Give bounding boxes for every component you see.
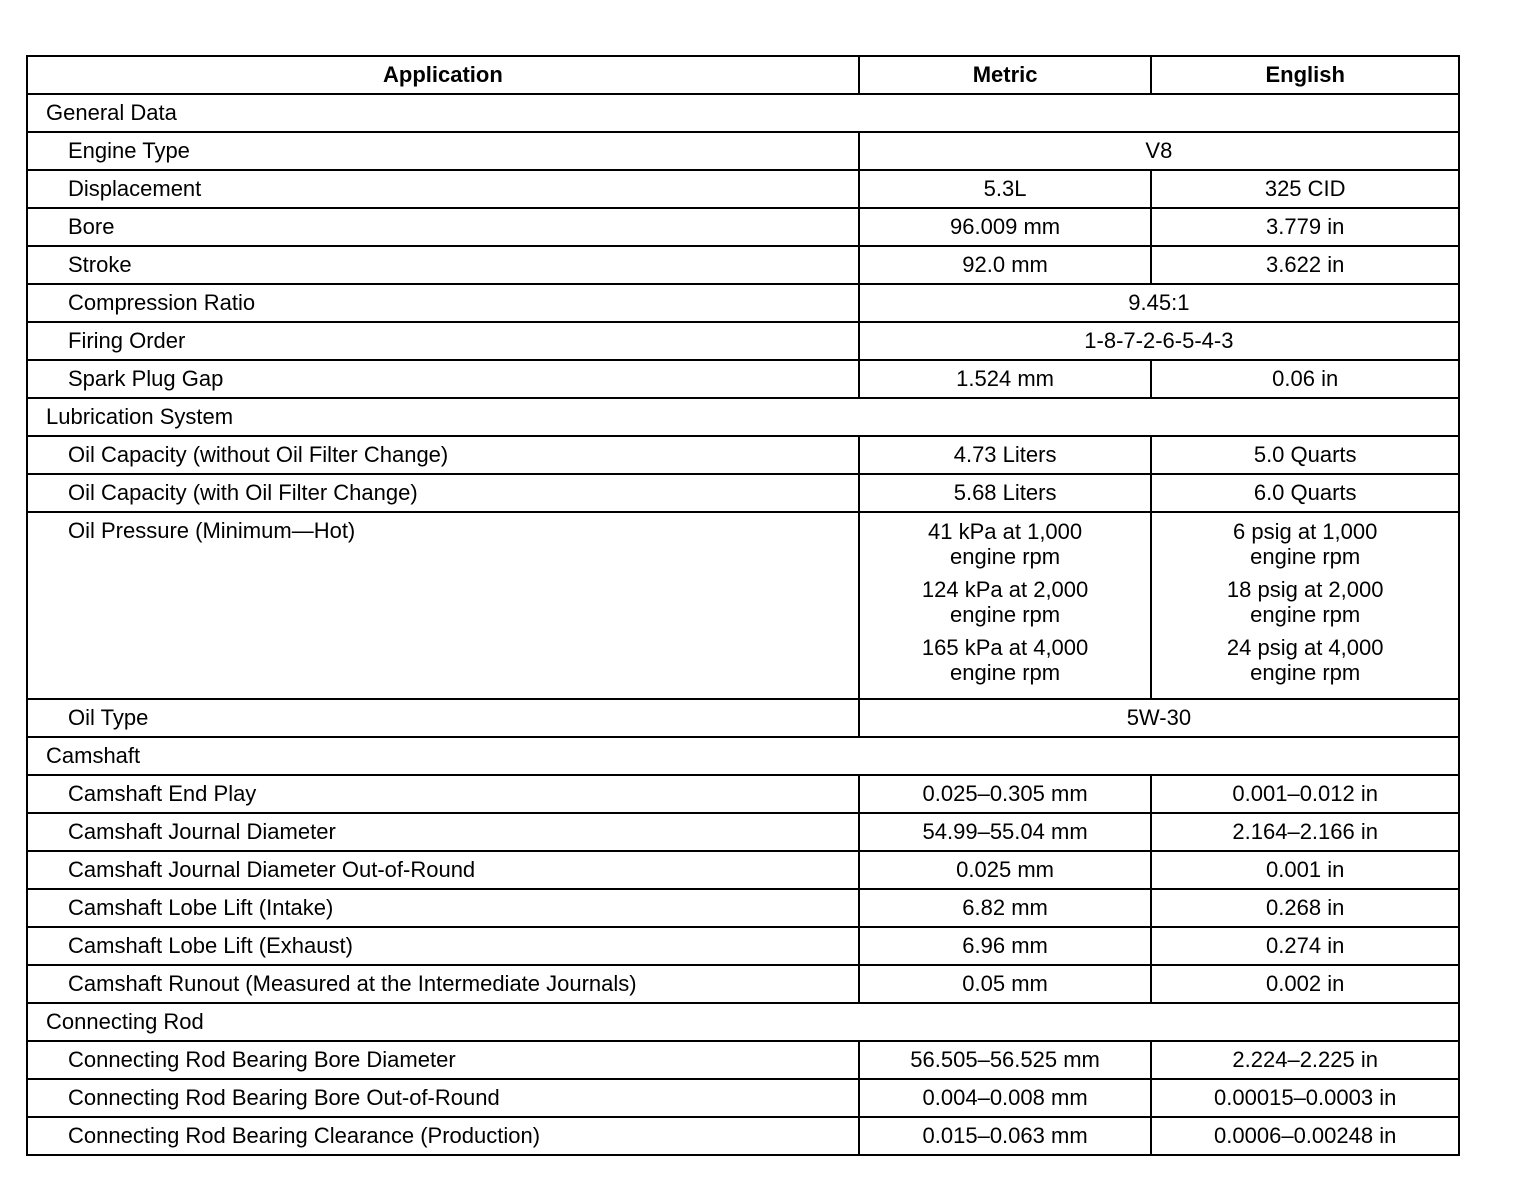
- application-cell: Camshaft Journal Diameter Out-of-Round: [27, 851, 859, 889]
- table-row: [27, 699, 1459, 737]
- metric-cell: 92.0 mm: [859, 246, 1152, 284]
- english-cell: 3.622 in: [1151, 246, 1459, 284]
- table-row: [27, 775, 1459, 813]
- application-cell: Bore: [27, 208, 859, 246]
- metric-cell: [859, 512, 1152, 699]
- table-row: [27, 927, 1459, 965]
- application-cell: Oil Type: [27, 699, 859, 737]
- value-line: engine rpm: [950, 602, 1061, 627]
- application-cell: Connecting Rod Bearing Bore Diameter: [27, 1041, 859, 1079]
- application-cell: Spark Plug Gap: [27, 360, 859, 398]
- table-row: [27, 965, 1459, 1003]
- section-label: Camshaft: [27, 737, 1459, 775]
- english-value: [1152, 577, 1458, 627]
- metric-cell: 54.99–55.04 mm: [859, 813, 1152, 851]
- metric-cell: 56.505–56.525 mm: [859, 1041, 1152, 1079]
- english-cell: 0.274 in: [1151, 927, 1459, 965]
- metric-cell: 5.68 Liters: [859, 474, 1152, 512]
- metric-cell: 0.025 mm: [859, 851, 1152, 889]
- section-row: [27, 737, 1459, 775]
- value-line: 6 psig at 1,000: [1233, 519, 1378, 544]
- metric-cell: 4.73 Liters: [859, 436, 1152, 474]
- metric-cell: 0.05 mm: [859, 965, 1152, 1003]
- metric-cell: 6.96 mm: [859, 927, 1152, 965]
- application-cell: Camshaft Runout (Measured at the Intermediate Journals): [27, 965, 859, 1003]
- application-cell: Camshaft Journal Diameter: [27, 813, 859, 851]
- merged-value-cell: 5W-30: [859, 699, 1459, 737]
- metric-cell: 0.015–0.063 mm: [859, 1117, 1152, 1155]
- metric-value: [860, 519, 1151, 569]
- table-row: [27, 208, 1459, 246]
- english-cell: 0.001–0.012 in: [1151, 775, 1459, 813]
- table-row: [27, 512, 1459, 699]
- section-row: [27, 94, 1459, 132]
- application-cell: Connecting Rod Bearing Clearance (Production): [27, 1117, 859, 1155]
- metric-cell: 0.025–0.305 mm: [859, 775, 1152, 813]
- table-row: [27, 436, 1459, 474]
- header-application: Application: [27, 56, 859, 94]
- english-cell: 0.0006–0.00248 in: [1151, 1117, 1459, 1155]
- english-cell: 5.0 Quarts: [1151, 436, 1459, 474]
- metric-cell: 5.3L: [859, 170, 1152, 208]
- section-label: Connecting Rod: [27, 1003, 1459, 1041]
- value-line: 18 psig at 2,000: [1226, 577, 1384, 602]
- english-cell: 0.06 in: [1151, 360, 1459, 398]
- merged-value-cell: V8: [859, 132, 1459, 170]
- value-line: engine rpm: [1250, 660, 1361, 685]
- section-label: General Data: [27, 94, 1459, 132]
- english-value: [1152, 519, 1458, 569]
- table-row: [27, 1117, 1459, 1155]
- table-row: [27, 1079, 1459, 1117]
- application-cell: Oil Capacity (without Oil Filter Change): [27, 436, 859, 474]
- english-cell: 6.0 Quarts: [1151, 474, 1459, 512]
- table-row: [27, 360, 1459, 398]
- english-cell: 2.224–2.225 in: [1151, 1041, 1459, 1079]
- english-cell: 0.002 in: [1151, 965, 1459, 1003]
- table-row: [27, 851, 1459, 889]
- section-label: Lubrication System: [27, 398, 1459, 436]
- application-cell: Camshaft Lobe Lift (Intake): [27, 889, 859, 927]
- english-cell: 0.00015–0.0003 in: [1151, 1079, 1459, 1117]
- table-row: [27, 1041, 1459, 1079]
- table-row: [27, 132, 1459, 170]
- english-cell: 325 CID: [1151, 170, 1459, 208]
- application-cell: Oil Pressure (Minimum—Hot): [27, 512, 859, 699]
- metric-cell: 96.009 mm: [859, 208, 1152, 246]
- value-line: engine rpm: [1250, 602, 1361, 627]
- metric-cell: 6.82 mm: [859, 889, 1152, 927]
- value-line: 165 kPa at 4,000: [921, 635, 1089, 660]
- header-metric: Metric: [859, 56, 1152, 94]
- section-row: [27, 1003, 1459, 1041]
- application-cell: Stroke: [27, 246, 859, 284]
- application-cell: Compression Ratio: [27, 284, 859, 322]
- table-row: [27, 889, 1459, 927]
- table-row: [27, 284, 1459, 322]
- value-line: engine rpm: [950, 544, 1061, 569]
- value-line: 124 kPa at 2,000: [921, 577, 1089, 602]
- application-cell: Camshaft Lobe Lift (Exhaust): [27, 927, 859, 965]
- english-value: [1152, 635, 1458, 685]
- application-cell: Camshaft End Play: [27, 775, 859, 813]
- value-line: engine rpm: [950, 660, 1061, 685]
- application-cell: Firing Order: [27, 322, 859, 360]
- english-cell: 2.164–2.166 in: [1151, 813, 1459, 851]
- section-row: [27, 398, 1459, 436]
- english-cell: [1151, 512, 1459, 699]
- value-line: 41 kPa at 1,000: [928, 519, 1083, 544]
- metric-cell: 1.524 mm: [859, 360, 1152, 398]
- english-cell: 0.001 in: [1151, 851, 1459, 889]
- application-cell: Displacement: [27, 170, 859, 208]
- merged-value-cell: 1-8-7-2-6-5-4-3: [859, 322, 1459, 360]
- table-row: [27, 813, 1459, 851]
- header-english: English: [1151, 56, 1459, 94]
- merged-value-cell: 9.45:1: [859, 284, 1459, 322]
- english-cell: 3.779 in: [1151, 208, 1459, 246]
- value-line: engine rpm: [1250, 544, 1361, 569]
- engine-specifications-table: [26, 55, 1460, 1156]
- table-row: [27, 474, 1459, 512]
- application-cell: Oil Capacity (with Oil Filter Change): [27, 474, 859, 512]
- english-cell: 0.268 in: [1151, 889, 1459, 927]
- metric-value: [860, 577, 1151, 627]
- table-row: [27, 322, 1459, 360]
- metric-cell: 0.004–0.008 mm: [859, 1079, 1152, 1117]
- application-cell: Connecting Rod Bearing Bore Out-of-Round: [27, 1079, 859, 1117]
- table-row: [27, 246, 1459, 284]
- header-row: [27, 56, 1459, 94]
- value-line: 24 psig at 4,000: [1226, 635, 1384, 660]
- metric-value: [860, 635, 1151, 685]
- table-row: [27, 170, 1459, 208]
- application-cell: Engine Type: [27, 132, 859, 170]
